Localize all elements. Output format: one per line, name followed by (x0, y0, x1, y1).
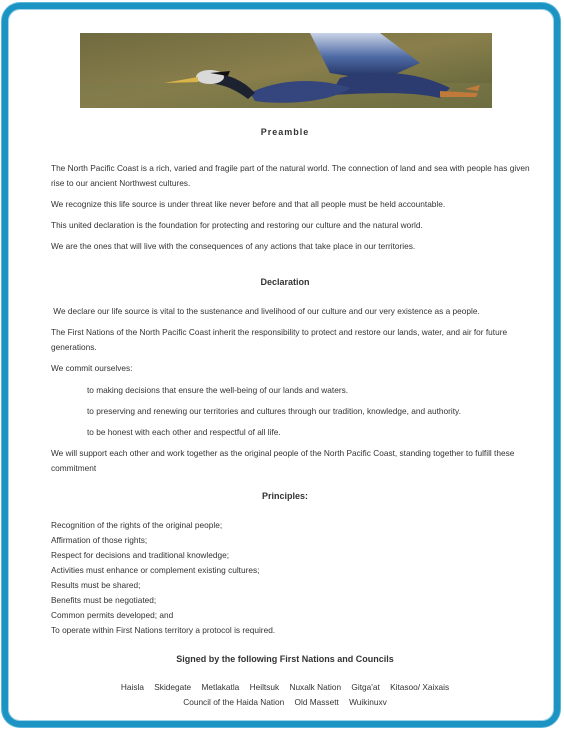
principle-item: Affirmation of those rights; (51, 535, 148, 545)
preamble-paragraph: This united declaration is the foundation for protecting and restoring our culture and the natural world. (51, 220, 423, 230)
declaration-paragraph: The First Nations of the North Pacific Coast inherit the responsibility to protect and restore our lands, water, and air for future generations. (51, 327, 508, 352)
heron-illustration (80, 33, 492, 108)
signatory-name: Heiltsuk (249, 682, 280, 692)
signatory-name: Kitasoo/ Xaixais (390, 682, 450, 692)
signatory-name: Nuxalk Nation (289, 682, 342, 692)
signatory-name: Wuikinuxv (349, 697, 387, 707)
principle-item: Recognition of the rights of the original people; (51, 520, 223, 530)
commitment-item: to be honest with each other and respectful of all life. (87, 427, 281, 437)
commitment-item: to preserving and renewing our territories and cultures through our tradition, knowledge, and authority. (87, 406, 461, 416)
heron-banner-image (80, 33, 492, 108)
declaration-heading: Declaration (260, 277, 310, 287)
principle-item: Respect for decisions and traditional knowledge; (51, 550, 230, 560)
principle-item: Common permits developed; and (51, 610, 174, 620)
signatory-name: Skidegate (154, 682, 192, 692)
signatories-row (20, 695, 550, 710)
page-frame (2, 3, 560, 727)
declaration-closing: We will support each other and work together as the original people of the North Pacific Coast, standing together to fulfill these commitment (51, 448, 515, 473)
preamble-paragraph: We are the ones that will live with the consequences of any actions that take place in our territories. (51, 241, 416, 251)
preamble-paragraph: We recognize this life source is under threat like never before and that all people must be held accountable. (51, 199, 446, 209)
document-body (20, 21, 550, 721)
declaration-paragraph: We commit ourselves: (51, 363, 133, 373)
signatories-heading: Signed by the following First Nations and Councils (176, 654, 394, 664)
signatory-name: Council of the Haida Nation (183, 697, 285, 707)
principles-heading: Principles: (261, 491, 308, 501)
signatory-name: Metlakatla (201, 682, 240, 692)
signatory-name: Haisla (120, 682, 144, 692)
principle-item: Activities must enhance or complement existing cultures; (51, 565, 260, 575)
preamble-paragraph: The North Pacific Coast is a rich, varied and fragile part of the natural world. The connection of land and sea with people has given rise to our ancient Northwest cultures. (51, 163, 530, 188)
preamble-heading: Preamble (260, 127, 310, 137)
principle-item: Results must be shared; (51, 580, 141, 590)
principle-item: Benefits must be negotiated; (51, 595, 157, 605)
commitment-item: to making decisions that ensure the well-being of our lands and waters. (87, 385, 349, 395)
signatories-row (20, 680, 550, 695)
principle-item: To operate within First Nations territory a protocol is required. (51, 625, 276, 635)
signatory-name: Old Massett (294, 697, 339, 707)
signatory-name: Gitga'at (351, 682, 380, 692)
declaration-paragraph: We declare our life source is vital to the sustenance and livelihood of our culture and our very existence as a people. (51, 306, 480, 316)
